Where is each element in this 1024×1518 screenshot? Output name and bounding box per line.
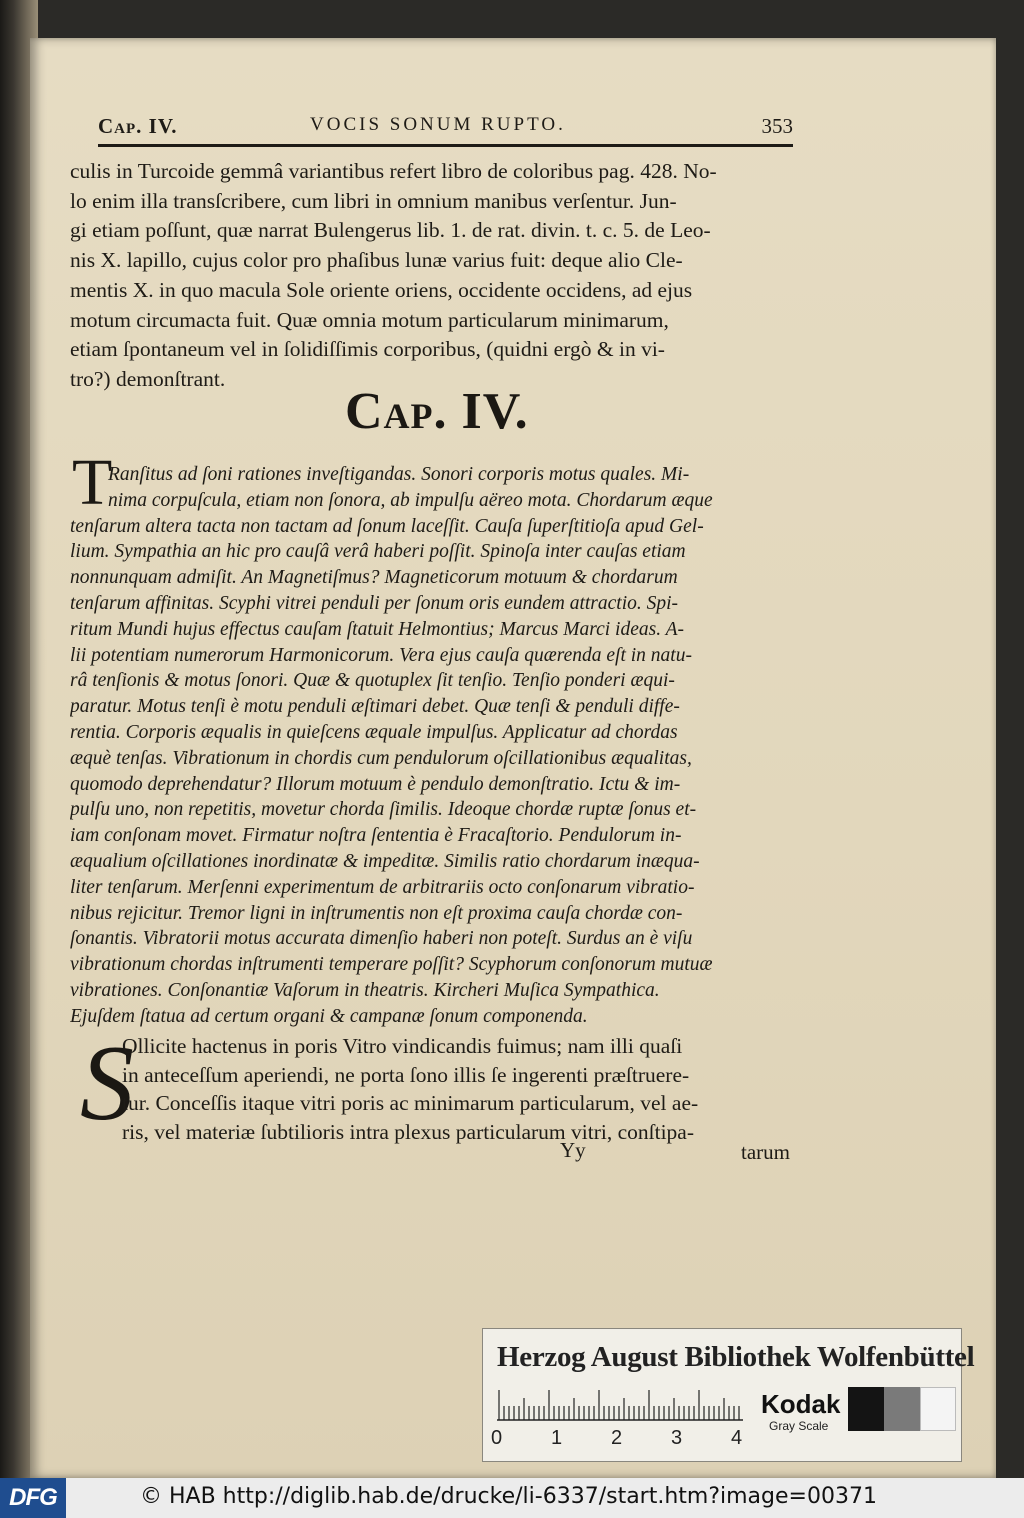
summary-line: æqualium oſcillationes inordinatæ & impeditæ. Similis ratio chordarum inæqua-: [70, 850, 700, 872]
summary-initial: T: [72, 446, 113, 519]
text-line: gi etiam poſſunt, quæ narrat Bulengerus lib. 1. de rat. divin. t. c. 5. de Leo-: [70, 218, 711, 243]
summary-line: Ranſitus ad ſoni rationes inveſtigandas. Sonori corporis motus quales. Mi-: [108, 464, 690, 485]
gray-patch-mid: [884, 1387, 920, 1431]
text-line: mentis X. in quo macula Sole oriente oriens, occidente occidens, ad ejus: [70, 277, 693, 302]
summary-line: Ejuſdem ſtatua ad certum organi & campanæ ſonum componenda.: [70, 1005, 588, 1027]
summary-line: tenſarum affinitas. Scyphi vitrei penduli per ſonum oris eundem attractio. Spi-: [70, 592, 679, 614]
paragraph-continued: [70, 157, 796, 395]
summary-line: lii potentiam numerorum Harmonicorum. Vera ejus cauſa quærenda eſt in natu-: [70, 644, 692, 666]
text-line: nis X. lapillo, cujus color pro phaſibus lunæ varius fuit: deque alio Cle-: [70, 248, 683, 273]
paragraph-initial: S: [80, 1024, 134, 1143]
ruler-scale: [497, 1387, 747, 1421]
summary-line: vibrationes. Conſonantiæ Vaſorum in theatris. Kircheri Muſica Sympathica.: [70, 979, 660, 1001]
summary-line: iam conſonam movet. Firmatur noſtra ſententia è Fracaſtorio. Pendulorum in-: [70, 825, 682, 847]
summary-line: nibus rejicitur. Tremor ligni in inſtrumentis non eſt proxima cauſa chordæ con-: [70, 902, 683, 924]
summary-line: ſonantis. Vibratorii motus accurata dimenſio haberi non poteſt. Surdus an è viſu: [70, 928, 693, 950]
summary-line: râ tenſionis & motus ſonori. Quæ & quotuplex ſit tenſio. Tenſio ponderi æqui-: [70, 670, 675, 692]
ruler-number: 0: [491, 1427, 503, 1449]
footer-credit: © HAB http://diglib.hab.de/drucke/li-6337/start.htm?image=00371: [140, 1484, 877, 1509]
dfg-logo: DFG: [0, 1478, 66, 1518]
summary-line: vibrationum chordas inſtrumenti temperare poſſit? Scyphorum conſonorum mutuæ: [70, 954, 713, 976]
text-line: tur. Conceſſis itaque vitri poris ac minimarum particularum, vel ae-: [122, 1091, 699, 1115]
color-calibration-card: [482, 1328, 975, 1462]
gray-scale-label: Gray Scale: [769, 1419, 829, 1433]
gray-patch-dark: [848, 1387, 884, 1431]
summary-line: quomodo deprehendatur? Illorum motuum è pendulo demonſtratio. Ictu & im-: [70, 773, 681, 795]
chapter-summary: [70, 462, 796, 1030]
summary-line: nima corpuſcula, etiam non ſonora, ab impulſu aëreo mota. Chordarum æque: [108, 489, 713, 511]
ruler-number: 3: [671, 1427, 683, 1449]
running-head: [98, 110, 793, 147]
ruler-number: 4: [731, 1427, 743, 1449]
running-head-title: VOCIS SONUM RUPTO.: [310, 114, 566, 135]
gray-patches: [848, 1387, 956, 1431]
summary-line: paratur. Motus tenſi è motu penduli æſtimari debet. Quæ tenſi & penduli diffe-: [70, 696, 680, 718]
summary-line: ritum Mundi hujus effectus cauſam ſtatuit Helmontius; Marcus Marci ideas. A-: [70, 618, 685, 640]
paragraph-main: [122, 1032, 798, 1146]
signature-mark: Yy: [560, 1138, 586, 1162]
summary-line: æquè tenſas. Vibrationum in chordis cum pendulorum oſcillationibus æqualitas,: [70, 747, 692, 769]
text-line: Ollicite hactenus in poris Vitro vindicandis fuimus; nam illi quaſi: [122, 1034, 683, 1058]
card-title: Herzog August Bibliothek Wolfenbüttel: [497, 1341, 975, 1373]
text-line: culis in Turcoide gemmâ variantibus refert libro de coloribus pag. 428. No-: [70, 159, 717, 183]
gray-patch-light: [920, 1387, 956, 1431]
footer-bar: [0, 1478, 1024, 1518]
ruler-number: 2: [611, 1427, 623, 1449]
chapter-title: Cap. IV.: [345, 383, 529, 440]
summary-line: tenſarum altera tacta non tactam ad ſonum laceſſit. Cauſa ſuperſtitioſa apud Gel-: [70, 515, 704, 537]
catchword: tarum: [741, 1140, 790, 1164]
text-line: in anteceſſum aperiendi, ne porta ſono illis ſe ingerenti præſtruere-: [122, 1062, 690, 1087]
summary-line: pulſu uno, non repetitis, movetur chorda ſimilis. Ideoque chordæ ruptæ ſonus et-: [70, 799, 697, 821]
kodak-logo: Kodak: [761, 1389, 841, 1419]
text-line: motum circumacta fuit. Quæ omnia motum particularum minimarum,: [70, 307, 669, 332]
summary-line: nonnunquam admiſit. An Magnetiſmus? Magneticorum motuum & chordarum: [70, 567, 678, 589]
text-line: tro?) demonſtrant.: [70, 366, 226, 391]
text-line: ris, vel materiæ ſubtilioris intra plexus particularum vitri, conſtipa-: [122, 1119, 695, 1144]
page-number: 353: [761, 114, 793, 138]
summary-line: lium. Sympathia an hic pro cauſâ verâ haberi poſſit. Spinoſa inter cauſas etiam: [70, 541, 686, 563]
ruler-number: 1: [551, 1427, 563, 1449]
text-line: etiam ſpontaneum vel in ſolidiſſimis corporibus, (quidni ergò & in vi-: [70, 337, 665, 362]
running-head-chapter: Cap. IV.: [98, 114, 178, 138]
text-line: lo enim illa transſcribere, cum libri in omnium manibus verſentur. Jun-: [70, 188, 677, 213]
summary-line: rentia. Corporis æqualis in quieſcens æquale impulſus. Applicatur ad chordas: [70, 721, 678, 743]
summary-line: liter tenſarum. Merſenni experimentum de arbitrariis octo conſonarum vibratio-: [70, 876, 695, 898]
